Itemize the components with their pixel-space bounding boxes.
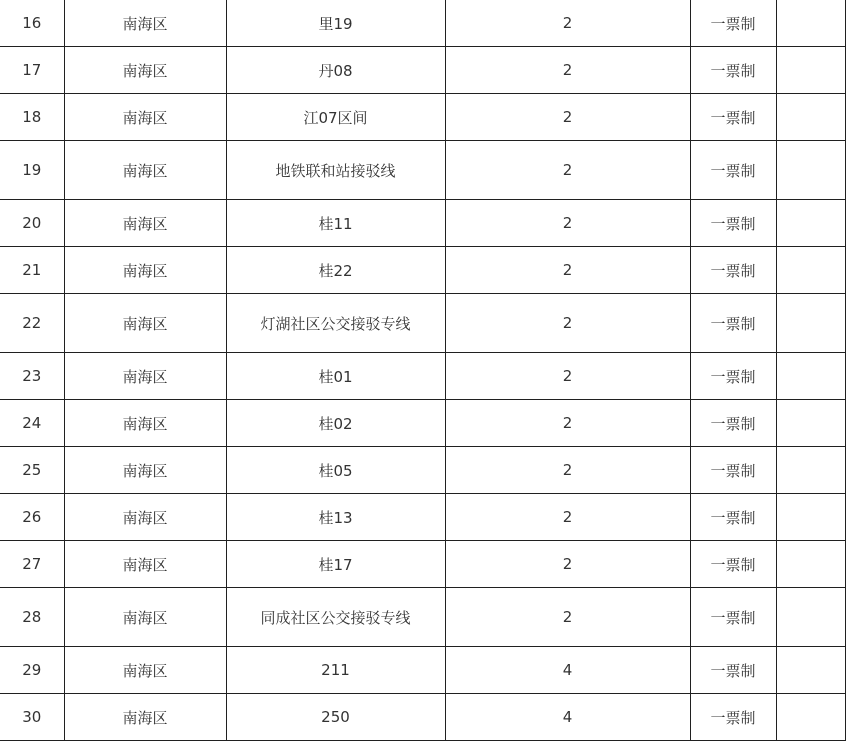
- line-name-cell: 桂17: [226, 541, 445, 588]
- line-name-cell: 灯湖社区公交接驳专线: [226, 294, 445, 353]
- row-number-cell: 21: [0, 247, 64, 294]
- note-cell: [776, 247, 845, 294]
- line-name-cell: 里19: [226, 0, 445, 47]
- district-cell: 南海区: [64, 541, 226, 588]
- row-number-cell: 20: [0, 200, 64, 247]
- ticket-type-cell: 一票制: [690, 247, 776, 294]
- fare-cell: 4: [445, 694, 690, 741]
- line-name-cell: 江07区间: [226, 94, 445, 141]
- table-row: [0, 353, 845, 400]
- note-cell: [776, 541, 845, 588]
- line-name-cell: 250: [226, 694, 445, 741]
- line-name-cell: 同成社区公交接驳专线: [226, 588, 445, 647]
- district-cell: 南海区: [64, 200, 226, 247]
- table-row: [0, 400, 845, 447]
- district-cell: 南海区: [64, 494, 226, 541]
- fare-cell: 2: [445, 200, 690, 247]
- fare-cell: 2: [445, 94, 690, 141]
- note-cell: [776, 141, 845, 200]
- table-row: [0, 294, 845, 353]
- fare-cell: 2: [445, 400, 690, 447]
- district-cell: 南海区: [64, 94, 226, 141]
- row-number-cell: 29: [0, 647, 64, 694]
- table-row: [0, 588, 845, 647]
- fare-cell: 2: [445, 141, 690, 200]
- note-cell: [776, 47, 845, 94]
- row-number-cell: 30: [0, 694, 64, 741]
- fare-cell: 2: [445, 541, 690, 588]
- row-number-cell: 26: [0, 494, 64, 541]
- row-number-cell: 19: [0, 141, 64, 200]
- table-row: [0, 647, 845, 694]
- fare-cell: 2: [445, 353, 690, 400]
- row-number-cell: 18: [0, 94, 64, 141]
- district-cell: 南海区: [64, 0, 226, 47]
- row-number-cell: 25: [0, 447, 64, 494]
- ticket-type-cell: 一票制: [690, 694, 776, 741]
- row-number-cell: 23: [0, 353, 64, 400]
- table-row: [0, 200, 845, 247]
- district-cell: 南海区: [64, 400, 226, 447]
- line-name-cell: 桂11: [226, 200, 445, 247]
- note-cell: [776, 294, 845, 353]
- table-row: [0, 447, 845, 494]
- table-row: [0, 694, 845, 741]
- district-cell: 南海区: [64, 447, 226, 494]
- row-number-cell: 16: [0, 0, 64, 47]
- note-cell: [776, 353, 845, 400]
- note-cell: [776, 647, 845, 694]
- ticket-type-cell: 一票制: [690, 647, 776, 694]
- ticket-type-cell: 一票制: [690, 294, 776, 353]
- table-row: [0, 541, 845, 588]
- note-cell: [776, 447, 845, 494]
- fare-cell: 2: [445, 588, 690, 647]
- district-cell: 南海区: [64, 47, 226, 94]
- fare-cell: 2: [445, 294, 690, 353]
- ticket-type-cell: 一票制: [690, 494, 776, 541]
- table-row: [0, 141, 845, 200]
- table-row: [0, 94, 845, 141]
- note-cell: [776, 94, 845, 141]
- table-row: [0, 247, 845, 294]
- ticket-type-cell: 一票制: [690, 0, 776, 47]
- ticket-type-cell: 一票制: [690, 541, 776, 588]
- ticket-type-cell: 一票制: [690, 353, 776, 400]
- line-name-cell: 桂13: [226, 494, 445, 541]
- ticket-type-cell: 一票制: [690, 588, 776, 647]
- ticket-type-cell: 一票制: [690, 141, 776, 200]
- ticket-type-cell: 一票制: [690, 47, 776, 94]
- table-row: [0, 47, 845, 94]
- line-name-cell: 桂22: [226, 247, 445, 294]
- line-name-cell: 地铁联和站接驳线: [226, 141, 445, 200]
- line-name-cell: 桂02: [226, 400, 445, 447]
- table-row: [0, 0, 845, 47]
- ticket-type-cell: 一票制: [690, 200, 776, 247]
- note-cell: [776, 588, 845, 647]
- fare-cell: 2: [445, 0, 690, 47]
- line-name-cell: 桂05: [226, 447, 445, 494]
- note-cell: [776, 200, 845, 247]
- fare-cell: 2: [445, 247, 690, 294]
- district-cell: 南海区: [64, 294, 226, 353]
- row-number-cell: 24: [0, 400, 64, 447]
- line-name-cell: 丹08: [226, 47, 445, 94]
- note-cell: [776, 494, 845, 541]
- ticket-type-cell: 一票制: [690, 400, 776, 447]
- row-number-cell: 27: [0, 541, 64, 588]
- fare-cell: 2: [445, 494, 690, 541]
- ticket-type-cell: 一票制: [690, 447, 776, 494]
- line-name-cell: 211: [226, 647, 445, 694]
- fare-cell: 4: [445, 647, 690, 694]
- fare-cell: 2: [445, 47, 690, 94]
- district-cell: 南海区: [64, 588, 226, 647]
- district-cell: 南海区: [64, 247, 226, 294]
- note-cell: [776, 400, 845, 447]
- note-cell: [776, 0, 845, 47]
- row-number-cell: 17: [0, 47, 64, 94]
- row-number-cell: 22: [0, 294, 64, 353]
- fare-cell: 2: [445, 447, 690, 494]
- district-cell: 南海区: [64, 647, 226, 694]
- table-row: [0, 494, 845, 541]
- note-cell: [776, 694, 845, 741]
- row-number-cell: 28: [0, 588, 64, 647]
- line-name-cell: 桂01: [226, 353, 445, 400]
- ticket-type-cell: 一票制: [690, 94, 776, 141]
- district-cell: 南海区: [64, 694, 226, 741]
- district-cell: 南海区: [64, 141, 226, 200]
- district-cell: 南海区: [64, 353, 226, 400]
